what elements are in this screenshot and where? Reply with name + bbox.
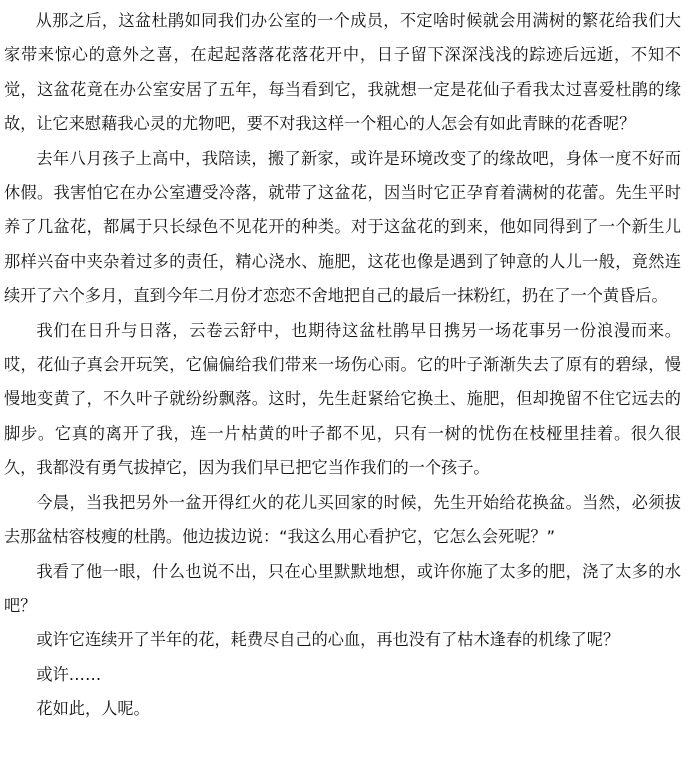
paragraph-1: 从那之后，这盆杜鹃如同我们办公室的一个成员，不定啥时候就会用满树的繁花给我们大家带来惊心的意外之喜，在起起落落花落花开中，日子留下深深浅浅的踪迹后远逝，不知不觉，这盆花竟在办公室安居了五年，每当看到它，我就想一定是花仙子看我太过喜爱杜鹃的缘故，让它来慰藉我心灵的尤物吧，要不对我这样一个粗心的人怎会有如此青睐的花香呢？ [4, 11, 681, 134]
paragraph-6: 或许它连续开了半年的花，耗费尽自己的心血，再也没有了枯木逢春的机缘了呢？ [36, 630, 620, 650]
paragraph-2: 去年八月孩子上高中，我陪读，搬了新家，或许是环境改变了的缘故吧，身体一度不好而休假。我害怕它在办公室遭受冷落，就带了这盆花，因当时它正孕育着满树的花蕾。先生平时养了几盆花，都属于只长绿色不见花开的种类。对于这盆花的到来，他如同得到了一个新生儿那样兴奋中夹杂着过多的责任，精心浇水、施肥，这花也像是遇到了钟意的人儿一般，竟然连续开了六个多月，直到今年二月份才恋恋不舍地把自己的最后一抹粉红，扔在了一个黄昏后。 [4, 148, 681, 306]
paragraph-4: 今晨，当我把另外一盆开得红火的花儿买回家的时候，先生开始给花换盆。当然，必须拔去那盆枯容枝瘦的杜鹃。他边拔边说：“我这么用心看护它，它怎么会死呢？” [4, 492, 681, 547]
paragraph-8: 花如此，人呢。 [36, 699, 150, 719]
paragraph-5: 我看了他一眼，什么也说不出，只在心里默默地想，或许你施了太多的肥，浇了太多的水吧？ [4, 561, 681, 615]
paragraph-7: 或许…… [36, 664, 102, 684]
paragraph-3: 我们在日升与日落，云卷云舒中，也期待这盆杜鹃早日携另一场花事另一份浪漫而来。哎，花仙子真会开玩笑，它偏偏给我们带来一场伤心雨。它的叶子渐渐失去了原有的碧绿，慢慢地变黄了，不久叶子就纷纷飘落。这时，先生赶紧给它换土、施肥，但却挽留不住它远去的脚步。它真的离开了我，连一片枯黄的叶子都不见，只有一树的忧伤在枝桠里挂着。很久很久，我都没有勇气拔掉它，因为我们早已把它当作我们的一个孩子。 [4, 320, 681, 478]
